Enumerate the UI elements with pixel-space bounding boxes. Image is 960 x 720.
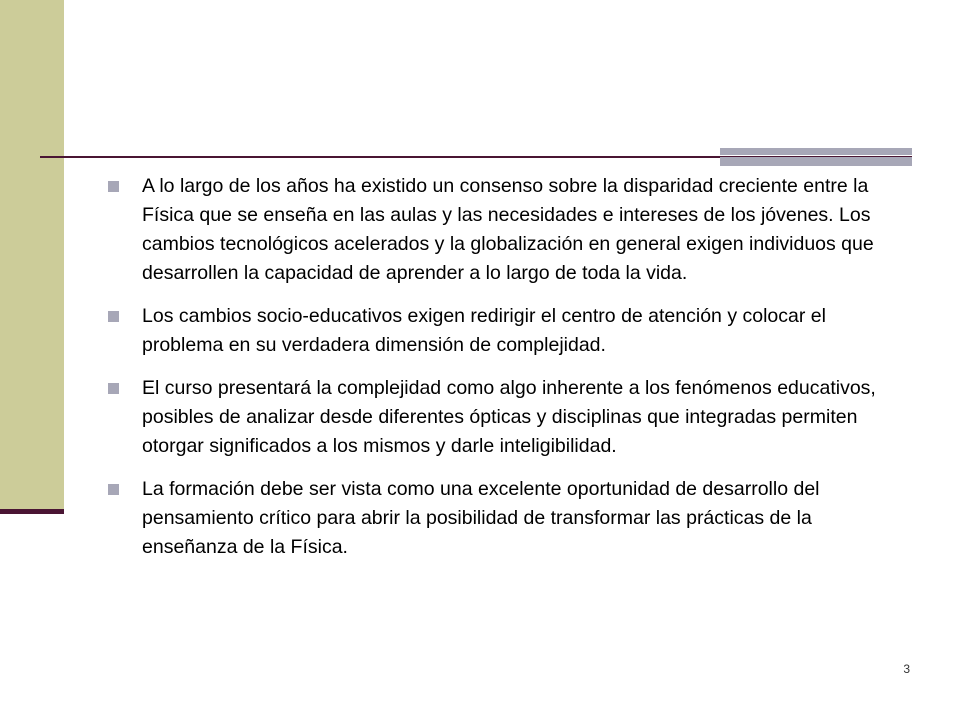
square-bullet-icon <box>108 311 119 322</box>
bullet-item <box>104 374 904 461</box>
bullet-item <box>104 302 904 360</box>
square-bullet-icon <box>108 484 119 495</box>
bullet-text: A lo largo de los años ha existido un consenso sobre la disparidad creciente entre la Física que se enseña en las aulas y las necesidades e intereses de los jóvenes. Los cambios tecnológicos acelerados y la globalización en general exigen individuos que desarrollen la capacidad de aprender a lo largo de toda la vida. <box>142 175 874 284</box>
bullet-item <box>104 475 904 562</box>
left-band-underline <box>0 509 64 514</box>
square-bullet-icon <box>108 181 119 192</box>
left-decorative-band <box>0 0 64 512</box>
bullet-list <box>104 172 904 576</box>
square-bullet-icon <box>108 383 119 394</box>
title-divider-accent <box>720 148 912 166</box>
bullet-text: Los cambios socio-educativos exigen redirigir el centro de atención y colocar el problema en su verdadera dimensión de complejidad. <box>142 305 826 356</box>
slide-number: 3 <box>903 662 910 676</box>
bullet-text: El curso presentará la complejidad como algo inherente a los fenómenos educativos, posibles de analizar desde diferentes ópticas y disciplinas que integradas permiten otorgar significados a los mismos y darle inteligibilidad. <box>142 377 876 457</box>
bullet-text: La formación debe ser vista como una excelente oportunidad de desarrollo del pensamiento crítico para abrir la posibilidad de transformar las prácticas de la enseñanza de la Física. <box>142 478 820 558</box>
bullet-item <box>104 172 904 288</box>
